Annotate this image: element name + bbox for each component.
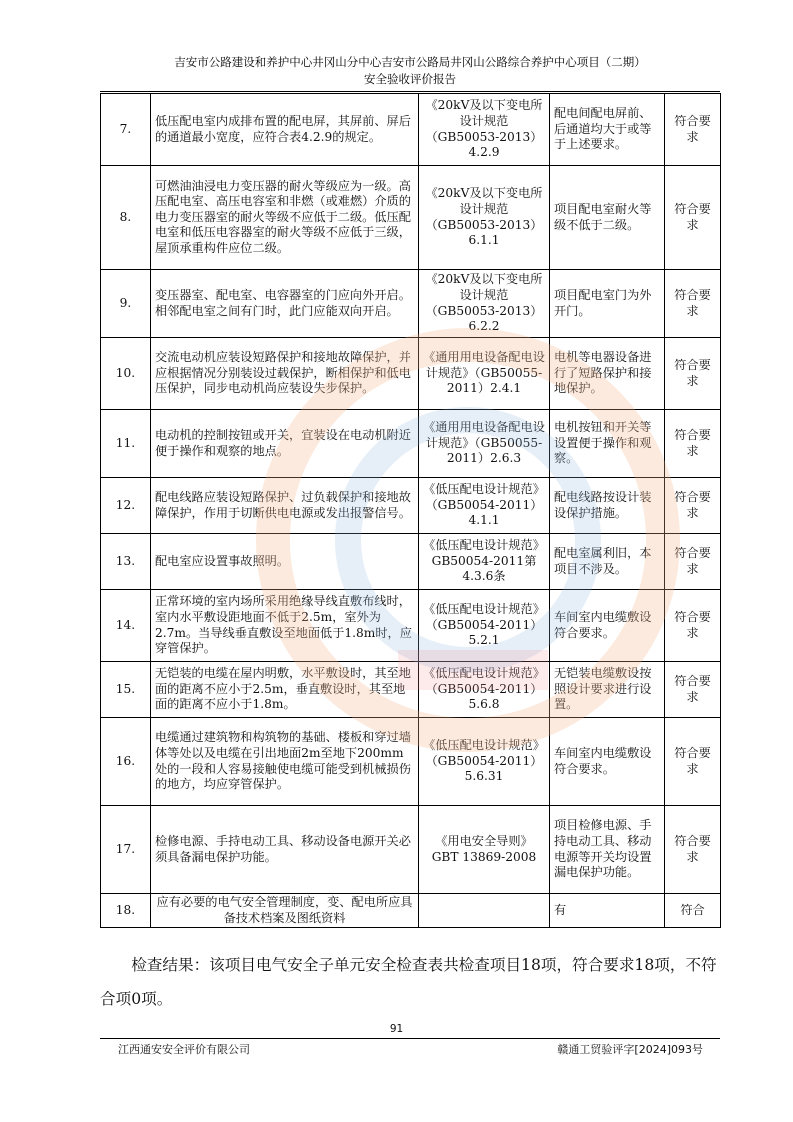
basis-text: 《通用用电设备配电设计规范》（GB50055-2011）2.6.3 <box>419 410 550 478</box>
table-row <box>101 534 721 590</box>
item-number: 12. <box>101 478 151 534</box>
page-number: 91 <box>389 1023 404 1035</box>
status-text: 项目配电室耐火等级不低于二级。 <box>550 166 665 270</box>
basis-text <box>419 894 550 928</box>
requirement-text: 无铠装的电缆在屋内明敷，水平敷设时，其至地面的距离不应小于2.5m，垂直敷设时，其至地面的距离不应小于1.8m。 <box>151 662 419 718</box>
status-text: 车间室内电缆敷设符合要求。 <box>550 590 665 662</box>
inspection-result: 检查结果：该项目电气安全子单元安全检查表共检查项目18项，符合要求18项，不符合项0项。 <box>100 956 717 1008</box>
basis-text: 《20kV及以下变电所设计规范（GB50053-2013）6.2.2 <box>419 270 550 338</box>
requirement-text: 检修电源、手持电动工具、移动设备电源开关必须具备漏电保护功能。 <box>151 806 419 894</box>
requirement-text: 配电室应设置事故照明。 <box>151 534 419 590</box>
header-title-line2: 安全验收评价报告 <box>364 72 456 86</box>
result-text: 符合要求 <box>665 662 721 718</box>
requirement-text: 低压配电室内成排布置的配电屏，其屏前、屏后的通道最小宽度，应符合表4.2.9的规定。 <box>151 94 419 166</box>
item-number: 16. <box>101 718 151 806</box>
table-row <box>101 410 721 478</box>
result-text: 符合要求 <box>665 338 721 410</box>
header-divider <box>100 91 720 92</box>
table-row <box>101 338 721 410</box>
status-text: 车间室内电缆敷设符合要求。 <box>550 718 665 806</box>
status-text: 项目配电室门为外开门。 <box>550 270 665 338</box>
basis-text: 《通用用电设备配电设计规范》（GB50055-2011）2.4.1 <box>419 338 550 410</box>
requirement-text: 电缆通过建筑物和构筑物的基础、楼板和穿过墙体等处以及电缆在引出地面2m至地下200mm处的一段和人容易接触使电缆可能受到机械损伤的地方，均应穿管保护。 <box>151 718 419 806</box>
requirement-text: 应有必要的电气安全管理制度，变、配电所应具备技术档案及图纸资料 <box>151 894 419 928</box>
table-row <box>101 166 721 270</box>
item-number: 9. <box>101 270 151 338</box>
item-number: 11. <box>101 410 151 478</box>
status-text: 配电线路按设计装设保护措施。 <box>550 478 665 534</box>
result-text: 符合要求 <box>665 270 721 338</box>
result-text: 符合要求 <box>665 534 721 590</box>
result-text: 符合要求 <box>665 718 721 806</box>
table-row <box>101 894 721 928</box>
basis-text: 《用电安全导则》GBT 13869-2008 <box>419 806 550 894</box>
result-text: 符合要求 <box>665 94 721 166</box>
status-text: 配电室属利旧，本项目不涉及。 <box>550 534 665 590</box>
status-text: 电机等电器设备进行了短路保护和接地保护。 <box>550 338 665 410</box>
basis-text: 《20kV及以下变电所设计规范（GB50053-2013）6.1.1 <box>419 166 550 270</box>
safety-checklist-table <box>100 93 721 928</box>
status-text: 有 <box>550 894 665 928</box>
table-row <box>101 806 721 894</box>
status-text: 电机按钮和开关等设置便于操作和观察。 <box>550 410 665 478</box>
table-row <box>101 718 721 806</box>
table-row <box>101 94 721 166</box>
item-number: 10. <box>101 338 151 410</box>
status-text: 项目检修电源、手持电动工具、移动电源等开关均设置漏电保护功能。 <box>550 806 665 894</box>
status-text: 无铠装电缆敷设按照设计要求进行设置。 <box>550 662 665 718</box>
requirement-text: 电动机的控制按钮或开关，宜装设在电动机附近便于操作和观察的地点。 <box>151 410 419 478</box>
requirement-text: 正常环境的室内场所采用绝缘导线直敷布线时，室内水平敷设距地面不低于2.5m，室外为2.7m。当导线垂直敷设至地面低于1.8m时，应穿管保护。 <box>151 590 419 662</box>
footer-doc-number: 赣通工贸验评字[2024]093号 <box>557 1043 703 1056</box>
basis-text: 《低压配电设计规范》（GB50054-2011）5.2.1 <box>419 590 550 662</box>
basis-text: 《低压配电设计规范》（GB50054-2011）5.6.31 <box>419 718 550 806</box>
requirement-text: 配电线路应装设短路保护、过负载保护和接地故障保护，作用于切断供电电源或发出报警信号。 <box>151 478 419 534</box>
item-number: 15. <box>101 662 151 718</box>
item-number: 14. <box>101 590 151 662</box>
item-number: 13. <box>101 534 151 590</box>
page-header <box>100 54 720 88</box>
result-text: 符合要求 <box>665 410 721 478</box>
status-text: 配电间配电屏前、后通道均大于或等于上述要求。 <box>550 94 665 166</box>
table-row <box>101 270 721 338</box>
basis-text: 《低压配电设计规范》GB50054-2011第4.3.6条 <box>419 534 550 590</box>
item-number: 7. <box>101 94 151 166</box>
basis-text: 《低压配电设计规范》（GB50054-2011）4.1.1 <box>419 478 550 534</box>
result-text: 符合要求 <box>665 166 721 270</box>
table-row <box>101 590 721 662</box>
result-text: 符合要求 <box>665 478 721 534</box>
requirement-text: 交流电动机应装设短路保护和接地故障保护，并应根据情况分别装设过载保护，断相保护和低电压保护，同步电动机尚应装设失步保护。 <box>151 338 419 410</box>
item-number: 8. <box>101 166 151 270</box>
table-row <box>101 478 721 534</box>
basis-text: 《20kV及以下变电所设计规范（GB50053-2013）4.2.9 <box>419 94 550 166</box>
result-text: 符合 <box>665 894 721 928</box>
item-number: 18. <box>101 894 151 928</box>
footer-company: 江西通安安全评价有限公司 <box>118 1043 250 1056</box>
item-number: 17. <box>101 806 151 894</box>
requirement-text: 变压器室、配电室、电容器室的门应向外开启。相邻配电室之间有门时，此门应能双向开启。 <box>151 270 419 338</box>
result-text: 符合要求 <box>665 806 721 894</box>
table-row <box>101 662 721 718</box>
basis-text: 《低压配电设计规范》（GB50054-2011）5.6.8 <box>419 662 550 718</box>
result-text: 符合要求 <box>665 590 721 662</box>
requirement-text: 可燃油油浸电力变压器的耐火等级应为一级。高压配电室、高压电容室和非燃（或难燃）介质的电力变压器室的耐火等级不应低于二级。低压配电室和低压电容器室的耐火等级不应低于三级，屋顶承重构件应位二级。 <box>151 166 419 270</box>
footer-divider <box>100 1038 720 1039</box>
header-title-line1: 吉安市公路建设和养护中心井冈山分中心吉安市公路局井冈山公路综合养护中心项目（二期） <box>174 55 646 69</box>
